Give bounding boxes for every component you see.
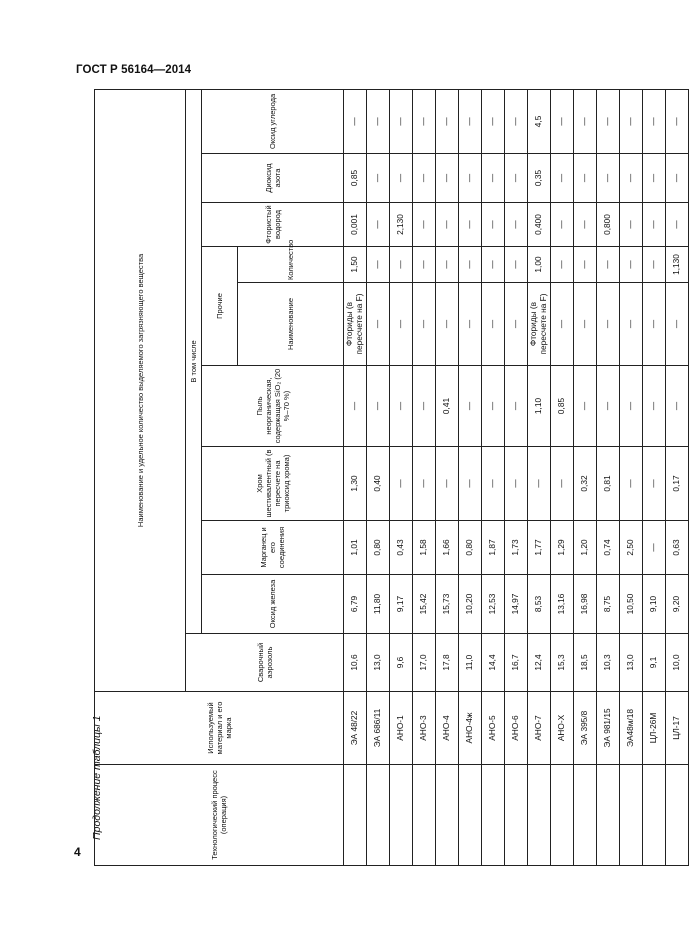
cell-hf: — (620, 203, 643, 247)
cell-material: ЭА48м/18 (620, 692, 643, 765)
cell-mn: 0,74 (597, 521, 620, 575)
cell-other-qty: — (367, 247, 390, 283)
cell-dust: — (390, 366, 413, 447)
cell-mn: 1,29 (551, 521, 574, 575)
cell-cr: 0,81 (597, 447, 620, 521)
table-row (459, 89, 482, 865)
cell-co: — (643, 89, 666, 153)
cell-dust: — (367, 366, 390, 447)
cell-other-name: — (551, 283, 574, 366)
cell-other-qty: — (643, 247, 666, 283)
cell-other-name: — (390, 283, 413, 366)
cell-mn: 0,63 (666, 521, 689, 575)
cell-process (551, 765, 574, 866)
cell-other-qty: — (436, 247, 459, 283)
cell-material: АНО-1 (390, 692, 413, 765)
table-row (597, 89, 620, 865)
cell-co: — (574, 89, 597, 153)
cell-cr: 0,17 (666, 447, 689, 521)
cell-other-name: — (505, 283, 528, 366)
table-row (390, 89, 413, 865)
cell-no2: — (666, 154, 689, 203)
cell-hf: — (413, 203, 436, 247)
cell-co: — (505, 89, 528, 153)
cell-aerosol: 17,0 (413, 634, 436, 692)
cell-other-qty: — (482, 247, 505, 283)
cell-dust: — (482, 366, 505, 447)
cell-hf: — (505, 203, 528, 247)
cell-dust: — (666, 366, 689, 447)
cell-cr: 0,32 (574, 447, 597, 521)
header-aerosol: Сварочный аэрозоль (186, 634, 344, 692)
cell-material: ЭА 686/11 (367, 692, 390, 765)
cell-other-name: — (620, 283, 643, 366)
cell-process (413, 765, 436, 866)
cell-iron: 15,73 (436, 575, 459, 634)
header-nitrogen-dioxide: Диоксид азота (202, 154, 344, 203)
cell-aerosol: 14,4 (482, 634, 505, 692)
cell-other-qty: — (597, 247, 620, 283)
table-row (436, 89, 459, 865)
cell-co: — (482, 89, 505, 153)
cell-iron: 8,53 (528, 575, 551, 634)
cell-aerosol: 9,6 (390, 634, 413, 692)
header-hydrogen-fluoride: Фтористый водород (202, 203, 344, 247)
cell-dust: 0,85 (551, 366, 574, 447)
table-row (413, 89, 436, 865)
cell-dust: — (344, 366, 367, 447)
cell-cr: — (643, 447, 666, 521)
cell-cr: 0,40 (367, 447, 390, 521)
cell-aerosol: 10,6 (344, 634, 367, 692)
cell-material: АНО-7 (528, 692, 551, 765)
cell-aerosol: 12,4 (528, 634, 551, 692)
table-row (367, 89, 390, 865)
cell-dust: — (643, 366, 666, 447)
cell-material: АНО-6 (505, 692, 528, 765)
cell-process (505, 765, 528, 866)
cell-mn: 1,01 (344, 521, 367, 575)
table-row (551, 89, 574, 865)
cell-material: АНО-Х (551, 692, 574, 765)
cell-no2: — (436, 154, 459, 203)
cell-mn: 1,77 (528, 521, 551, 575)
cell-other-name: — (482, 283, 505, 366)
header-process: Технологический процесс (операция) (95, 765, 344, 866)
header-material: Используемый материал и его марка (95, 692, 344, 765)
cell-cr: — (620, 447, 643, 521)
cell-no2: — (482, 154, 505, 203)
cell-aerosol: 16,7 (505, 634, 528, 692)
cell-hf: 0,800 (597, 203, 620, 247)
cell-cr: — (528, 447, 551, 521)
header-iron-oxide: Оксид железа (202, 575, 344, 634)
cell-no2: — (459, 154, 482, 203)
header-other-name: Наименование (238, 283, 344, 366)
cell-cr: — (436, 447, 459, 521)
cell-co: — (551, 89, 574, 153)
cell-mn: 1,87 (482, 521, 505, 575)
cell-material: АНО-5 (482, 692, 505, 765)
cell-cr: 1,30 (344, 447, 367, 521)
header-substances: Наименование и удельное количество выделяемого загрязняющего вещества (95, 89, 186, 691)
cell-no2: — (390, 154, 413, 203)
cell-dust: 1,10 (528, 366, 551, 447)
cell-co: — (390, 89, 413, 153)
cell-aerosol: 9,1 (643, 634, 666, 692)
cell-other-name: — (597, 283, 620, 366)
table-row (344, 89, 367, 865)
cell-no2: — (597, 154, 620, 203)
cell-other-qty: — (505, 247, 528, 283)
cell-no2: — (574, 154, 597, 203)
cell-other-name: — (643, 283, 666, 366)
cell-cr: — (390, 447, 413, 521)
cell-no2: — (413, 154, 436, 203)
cell-dust: — (597, 366, 620, 447)
cell-iron: 10,20 (459, 575, 482, 634)
cell-hf: — (482, 203, 505, 247)
cell-mn: 1,20 (574, 521, 597, 575)
table-row (620, 89, 643, 865)
cell-aerosol: 17,8 (436, 634, 459, 692)
cell-process (528, 765, 551, 866)
cell-cr: — (551, 447, 574, 521)
cell-iron: 12,53 (482, 575, 505, 634)
cell-other-qty: — (390, 247, 413, 283)
document-standard-header: ГОСТ Р 56164—2014 (76, 64, 192, 76)
cell-material: ЦЛ-26М (643, 692, 666, 765)
cell-process (344, 765, 367, 866)
cell-material: ЭА 395/8 (574, 692, 597, 765)
cell-mn: 0,80 (367, 521, 390, 575)
cell-dust: — (620, 366, 643, 447)
cell-material: ЭА 981/15 (597, 692, 620, 765)
cell-process (643, 765, 666, 866)
cell-hf: — (643, 203, 666, 247)
header-other: Прочие (202, 247, 238, 366)
cell-cr: — (413, 447, 436, 521)
cell-material: АНО-4ж (459, 692, 482, 765)
cell-process (482, 765, 505, 866)
cell-mn: 2,50 (620, 521, 643, 575)
cell-iron: 9,20 (666, 575, 689, 634)
cell-material: ЭА 48/22 (344, 692, 367, 765)
emissions-table (94, 89, 689, 866)
cell-mn: 1,66 (436, 521, 459, 575)
cell-iron: 6,79 (344, 575, 367, 634)
cell-material: АНО-3 (413, 692, 436, 765)
page-number: 4 (74, 845, 81, 859)
header-chromium: Хром шестивалентный (в пересчете на триоксид хрома) (202, 447, 344, 521)
cell-no2: — (551, 154, 574, 203)
cell-mn: 1,73 (505, 521, 528, 575)
cell-aerosol: 13,0 (620, 634, 643, 692)
table-row (528, 89, 551, 865)
cell-hf: — (459, 203, 482, 247)
cell-other-qty: 1,50 (344, 247, 367, 283)
cell-other-name: — (574, 283, 597, 366)
cell-dust: — (574, 366, 597, 447)
header-other-quantity: Количество (238, 247, 344, 283)
cell-dust: — (459, 366, 482, 447)
cell-process (459, 765, 482, 866)
cell-co: — (597, 89, 620, 153)
header-carbon-oxide: Оксид углерода (202, 89, 344, 153)
cell-aerosol: 10,3 (597, 634, 620, 692)
cell-no2: 0,35 (528, 154, 551, 203)
cell-no2: — (643, 154, 666, 203)
cell-process (436, 765, 459, 866)
cell-co: — (436, 89, 459, 153)
cell-iron: 11,80 (367, 575, 390, 634)
cell-hf: — (666, 203, 689, 247)
cell-co: — (459, 89, 482, 153)
table-row (666, 89, 689, 865)
cell-no2: — (367, 154, 390, 203)
cell-iron: 13,16 (551, 575, 574, 634)
cell-hf: 2,130 (390, 203, 413, 247)
cell-iron: 16,98 (574, 575, 597, 634)
cell-mn: 0,43 (390, 521, 413, 575)
cell-aerosol: 15,3 (551, 634, 574, 692)
cell-other-name: — (459, 283, 482, 366)
cell-other-qty: — (413, 247, 436, 283)
cell-other-qty: — (620, 247, 643, 283)
cell-process (666, 765, 689, 866)
rotated-table-container (94, 89, 689, 866)
cell-mn: — (643, 521, 666, 575)
table-header (95, 89, 344, 865)
header-dust: Пыль неорганическая, содержащая SiO₂ (20 %–70 %) (202, 366, 344, 447)
cell-co: — (367, 89, 390, 153)
cell-hf: 0,001 (344, 203, 367, 247)
header-manganese: Марганец и его соединения (202, 521, 344, 575)
cell-other-qty: 1,130 (666, 247, 689, 283)
table-continuation-caption: Продолжение таблицы 1 (91, 715, 103, 840)
cell-process (390, 765, 413, 866)
cell-hf: — (367, 203, 390, 247)
cell-iron: 8,75 (597, 575, 620, 634)
cell-process (367, 765, 390, 866)
cell-hf: — (574, 203, 597, 247)
cell-co: — (344, 89, 367, 153)
cell-other-name: — (367, 283, 390, 366)
cell-hf: — (551, 203, 574, 247)
cell-hf: 0,400 (528, 203, 551, 247)
cell-cr: — (459, 447, 482, 521)
cell-dust: 0,41 (436, 366, 459, 447)
cell-other-name: Фториды (в пересчете на F) (344, 283, 367, 366)
cell-iron: 14,97 (505, 575, 528, 634)
cell-co: — (666, 89, 689, 153)
cell-co: — (620, 89, 643, 153)
cell-other-qty: 1,00 (528, 247, 551, 283)
cell-no2: 0,85 (344, 154, 367, 203)
cell-aerosol: 18,5 (574, 634, 597, 692)
cell-iron: 9,17 (390, 575, 413, 634)
cell-mn: 1,58 (413, 521, 436, 575)
cell-cr: — (482, 447, 505, 521)
cell-process (620, 765, 643, 866)
cell-co: — (413, 89, 436, 153)
cell-other-qty: — (551, 247, 574, 283)
cell-other-qty: — (574, 247, 597, 283)
cell-no2: — (620, 154, 643, 203)
cell-aerosol: 10,0 (666, 634, 689, 692)
table-row (482, 89, 505, 865)
cell-other-name: Фториды (в пересчете на F) (528, 283, 551, 366)
header-including: В том числе (186, 89, 202, 633)
cell-process (574, 765, 597, 866)
table-row (574, 89, 597, 865)
cell-aerosol: 13,0 (367, 634, 390, 692)
table-row (643, 89, 666, 865)
cell-no2: — (505, 154, 528, 203)
cell-mn: 0,80 (459, 521, 482, 575)
table-body (344, 89, 689, 865)
cell-co: 4,5 (528, 89, 551, 153)
cell-cr: — (505, 447, 528, 521)
table-row (505, 89, 528, 865)
cell-aerosol: 11,0 (459, 634, 482, 692)
cell-process (597, 765, 620, 866)
cell-other-name: — (666, 283, 689, 366)
cell-other-qty: — (459, 247, 482, 283)
cell-other-name: — (413, 283, 436, 366)
cell-material: АНО-4 (436, 692, 459, 765)
cell-iron: 15,42 (413, 575, 436, 634)
cell-dust: — (413, 366, 436, 447)
cell-iron: 10,50 (620, 575, 643, 634)
cell-iron: 9,10 (643, 575, 666, 634)
cell-hf: — (436, 203, 459, 247)
cell-dust: — (505, 366, 528, 447)
cell-material: ЦЛ-17 (666, 692, 689, 765)
cell-other-name: — (436, 283, 459, 366)
